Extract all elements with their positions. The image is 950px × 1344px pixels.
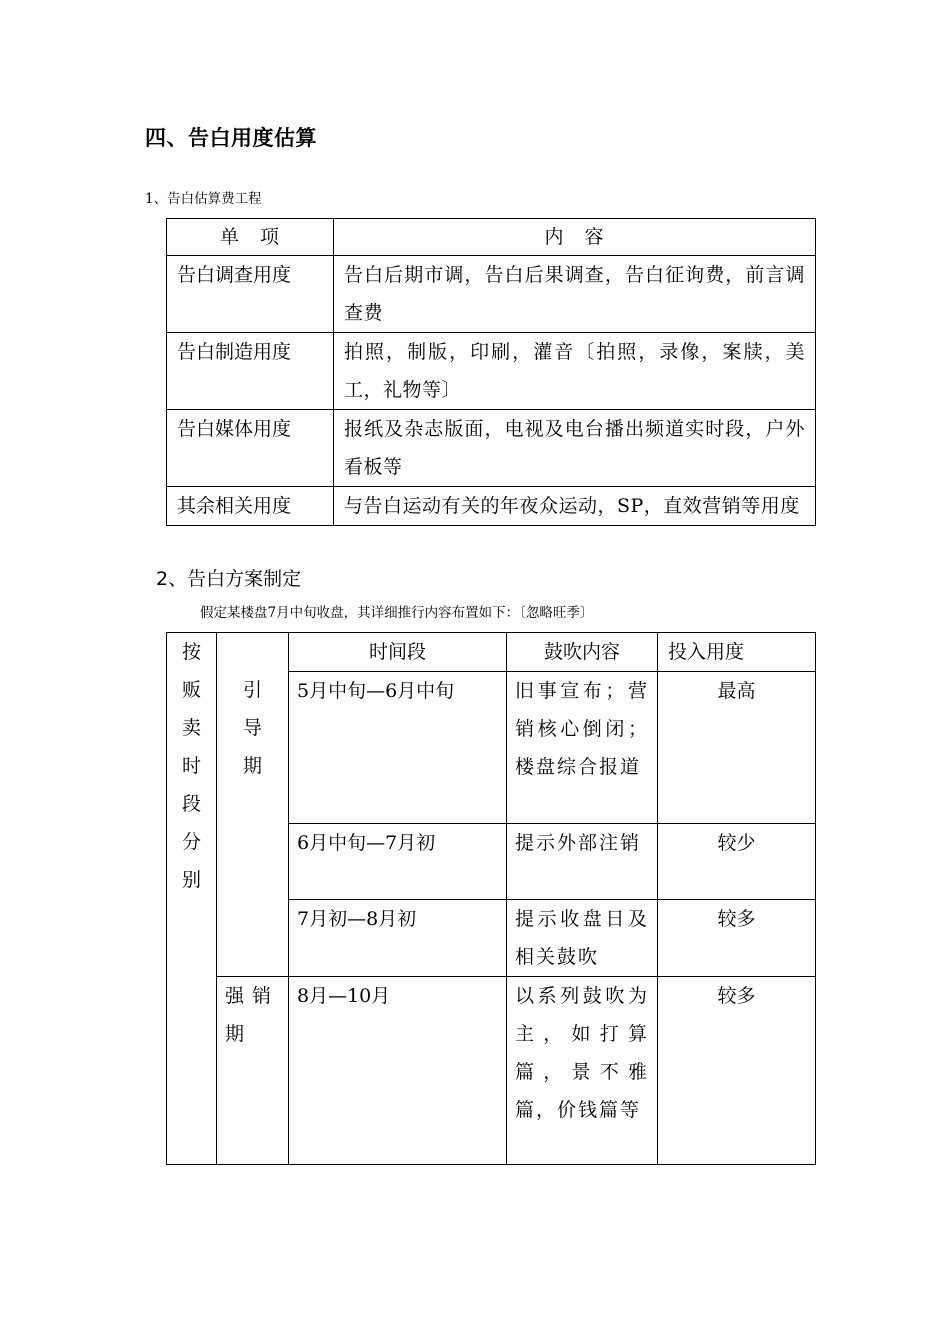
promotion-plan-table	[166, 632, 816, 1165]
header-content: 鼓吹内容	[507, 633, 658, 672]
cost-cell: 较少	[658, 824, 816, 900]
item-cell: 告白媒体用度	[167, 410, 334, 487]
header-cost: 投入用度	[658, 633, 816, 672]
side-label: 按贩卖时段分别	[181, 641, 201, 891]
item-cell: 其余相关用度	[167, 487, 334, 526]
time-cell: 7月初—8月初	[289, 900, 507, 977]
table-row	[167, 256, 816, 333]
cost-cell: 较多	[658, 900, 816, 977]
plan-note: 假定某楼盘7月中旬收盘，其详细推行内容布置如下：〔忽略旺季〕	[200, 605, 594, 621]
table-row	[167, 333, 816, 410]
content-cell: 旧事宣布；营销核心倒闭；楼盘综合报道	[507, 672, 658, 824]
content-cell: 以系列鼓吹为主，如打算篇，景不雅篇，价钱篇等	[507, 977, 658, 1165]
time-cell: 6月中旬—7月初	[289, 824, 507, 900]
section-title: 四、告白用度估算	[145, 126, 317, 150]
content-cell: 提示收盘日及相关鼓吹	[507, 900, 658, 977]
time-cell: 5月中旬—6月中旬	[289, 672, 507, 824]
phase-lead-label: 引导期	[242, 679, 262, 777]
table-row	[167, 487, 816, 526]
cost-items-table	[166, 218, 816, 526]
header-item: 单 项	[167, 219, 334, 256]
subsection-title-plan: 2、告白方案制定	[156, 568, 302, 590]
header-content: 内 容	[334, 219, 816, 256]
table-header-row	[167, 219, 816, 256]
content-cell: 与告白运动有关的年夜众运动，SP，直效营销等用度	[334, 487, 816, 526]
cost-cell: 最高	[658, 672, 816, 824]
content-cell: 报纸及杂志版面，电视及电台播出频道实时段，户外看板等	[334, 410, 816, 487]
header-time: 时间段	[289, 633, 507, 672]
phase-strong-label: 强销期	[217, 977, 289, 1165]
side-label-cell	[167, 633, 217, 1165]
content-cell: 告白后期市调，告白后果调查，告白征询费，前言调查费	[334, 256, 816, 333]
item-cell: 告白调查用度	[167, 256, 334, 333]
item-cell: 告白制造用度	[167, 333, 334, 410]
table-row	[167, 410, 816, 487]
table-header-row	[167, 633, 816, 672]
table-row	[167, 977, 816, 1165]
subsection-title-cost-items: 1、告白估算费工程	[145, 191, 262, 207]
time-cell: 8月—10月	[289, 977, 507, 1165]
phase-cell-lead	[217, 633, 289, 977]
cost-cell: 较多	[658, 977, 816, 1165]
content-cell: 提示外部注销	[507, 824, 658, 900]
content-cell: 拍照，制版，印刷，灌音〔拍照，录像，案牍，美工，礼物等〕	[334, 333, 816, 410]
